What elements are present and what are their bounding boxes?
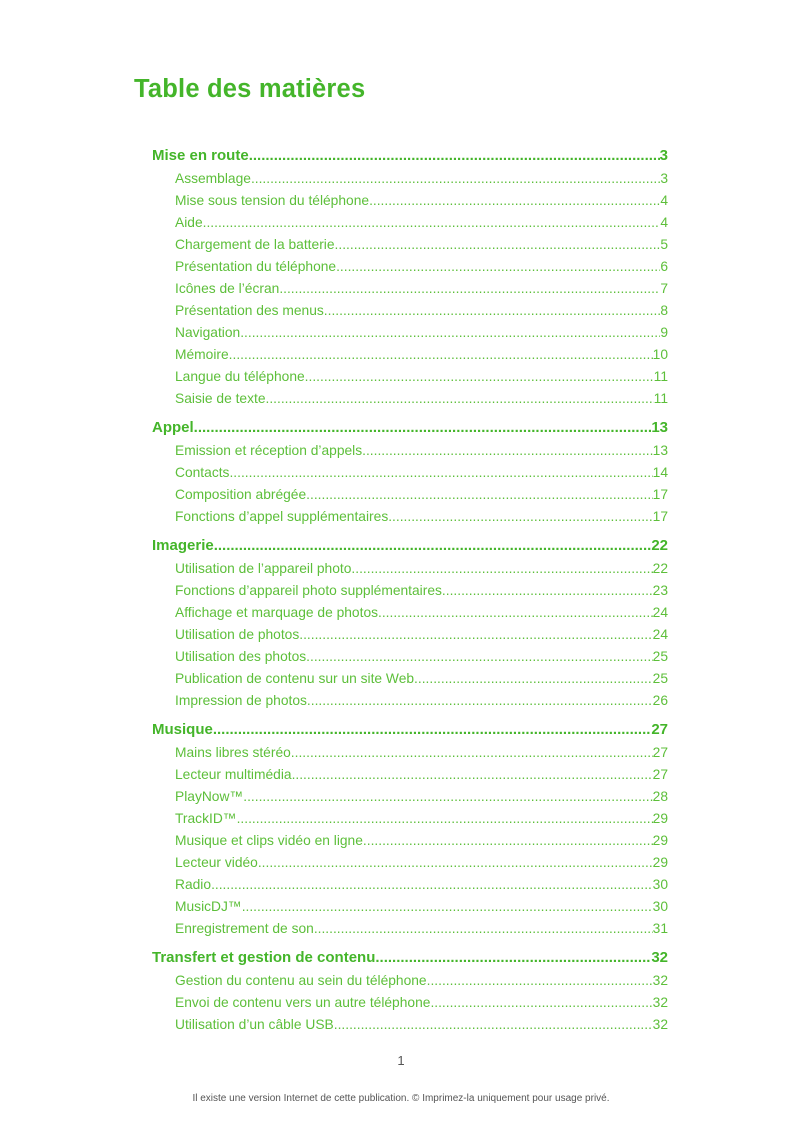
- toc-entry-page: 11: [653, 369, 668, 384]
- dot-leader: [442, 580, 653, 602]
- toc-entry[interactable]: [152, 970, 668, 992]
- toc-entry-title: PlayNow™: [175, 789, 244, 804]
- page-number: 1: [397, 1053, 405, 1068]
- toc-chapter-page: 3: [659, 147, 668, 164]
- toc-entry-page: 26: [652, 693, 668, 708]
- toc-entry-page: 29: [652, 855, 668, 870]
- toc-entry-page: 29: [652, 811, 668, 826]
- toc-entry[interactable]: [152, 742, 668, 764]
- toc-entry-title: Radio: [175, 877, 212, 892]
- toc-entry-title: Icônes de l’écran: [175, 281, 280, 296]
- dot-leader: [388, 506, 652, 528]
- toc-section: [152, 144, 668, 410]
- toc-entry-page: 27: [652, 767, 668, 782]
- toc-entry-title: Navigation: [175, 325, 241, 340]
- toc-entry[interactable]: [152, 624, 668, 646]
- toc-section: [152, 534, 668, 712]
- toc-entry-title: TrackID™: [175, 811, 237, 826]
- dot-leader: [237, 808, 653, 830]
- dot-leader: [430, 992, 652, 1014]
- toc-entry-title: Lecteur vidéo: [175, 855, 258, 870]
- toc-entry[interactable]: [152, 602, 668, 624]
- toc-entry-title: Présentation du téléphone: [175, 259, 337, 274]
- toc-entry-title: Contacts: [175, 465, 230, 480]
- toc-entry[interactable]: [152, 462, 668, 484]
- toc-entry[interactable]: [152, 256, 668, 278]
- toc-entry[interactable]: [152, 668, 668, 690]
- page-title: Table des matières: [134, 75, 366, 103]
- toc-entry[interactable]: [152, 300, 668, 322]
- toc-entry-page: 7: [660, 281, 668, 296]
- toc-entry[interactable]: [152, 992, 668, 1014]
- toc-entry[interactable]: [152, 786, 668, 808]
- toc-entry-title: Mains libres stéréo: [175, 745, 291, 760]
- dot-leader: [292, 764, 653, 786]
- dot-leader: [299, 624, 652, 646]
- toc-entry-title: Publication de contenu sur un site Web: [175, 671, 415, 686]
- dot-leader: [307, 690, 653, 712]
- dot-leader: [305, 366, 654, 388]
- toc-entry-page: 24: [652, 627, 668, 642]
- toc-entry-title: Fonctions d’appel supplémentaires: [175, 509, 389, 524]
- toc-entry-title: MusicDJ™: [175, 899, 242, 914]
- dot-leader: [369, 190, 660, 212]
- dot-leader: [336, 256, 660, 278]
- toc-entry[interactable]: [152, 344, 668, 366]
- table-of-contents: [152, 144, 668, 1042]
- toc-entry-page: 4: [660, 215, 668, 230]
- toc-chapter[interactable]: [152, 416, 668, 440]
- dot-leader: [243, 786, 652, 808]
- toc-entry[interactable]: [152, 764, 668, 786]
- toc-entry-page: 32: [652, 973, 668, 988]
- toc-entry-page: 27: [652, 745, 668, 760]
- toc-entry-page: 3: [660, 171, 668, 186]
- dot-leader: [242, 896, 653, 918]
- toc-section: [152, 416, 668, 528]
- toc-entry[interactable]: [152, 322, 668, 344]
- toc-entry-title: Chargement de la batterie: [175, 237, 335, 252]
- dot-leader: [363, 830, 653, 852]
- toc-entry-page: 30: [652, 877, 668, 892]
- toc-entry-title: Lecteur multimédia: [175, 767, 292, 782]
- toc-entry[interactable]: [152, 580, 668, 602]
- toc-entry[interactable]: [152, 918, 668, 940]
- toc-entry[interactable]: [152, 830, 668, 852]
- toc-entry-title: Fonctions d’appareil photo supplémentaires: [175, 583, 442, 598]
- toc-entry[interactable]: [152, 646, 668, 668]
- toc-chapter[interactable]: [152, 144, 668, 168]
- dot-leader: [306, 646, 652, 668]
- toc-entry-title: Enregistrement de son: [175, 921, 314, 936]
- toc-entry-page: 8: [660, 303, 668, 318]
- toc-chapter[interactable]: [152, 534, 668, 558]
- dot-leader: [229, 462, 652, 484]
- toc-chapter-title: Appel: [152, 419, 194, 436]
- toc-entry-title: Langue du téléphone: [175, 369, 305, 384]
- toc-entry-title: Utilisation de photos: [175, 627, 300, 642]
- toc-entry-title: Assemblage: [175, 171, 251, 186]
- toc-entry-page: 32: [652, 1017, 668, 1032]
- toc-entry-page: 13: [652, 443, 668, 458]
- toc-entry[interactable]: [152, 852, 668, 874]
- toc-entry-title: Utilisation de l’appareil photo: [175, 561, 352, 576]
- toc-entry-page: 5: [660, 237, 668, 252]
- toc-chapter[interactable]: [152, 946, 668, 970]
- toc-entry-title: Composition abrégée: [175, 487, 307, 502]
- toc-entry-title: Mise sous tension du téléphone: [175, 193, 370, 208]
- toc-entry-title: Aide: [175, 215, 203, 230]
- toc-chapter-page: 27: [651, 721, 668, 738]
- toc-entry-page: 25: [652, 649, 668, 664]
- toc-entry-page: 23: [652, 583, 668, 598]
- toc-entry-page: 6: [660, 259, 668, 274]
- dot-leader: [279, 278, 660, 300]
- dot-leader: [258, 852, 653, 874]
- dot-leader: [214, 534, 652, 558]
- toc-entry[interactable]: [152, 896, 668, 918]
- toc-chapter[interactable]: [152, 718, 668, 742]
- toc-entry-title: Impression de photos: [175, 693, 307, 708]
- toc-entry-page: 11: [653, 391, 668, 406]
- dot-leader: [211, 874, 653, 896]
- toc-entry[interactable]: [152, 506, 668, 528]
- dot-leader: [362, 440, 653, 462]
- toc-entry[interactable]: [152, 366, 668, 388]
- dot-leader: [249, 144, 660, 168]
- toc-entry[interactable]: [152, 874, 668, 896]
- toc-entry[interactable]: [152, 278, 668, 300]
- toc-entry-title: Utilisation des photos: [175, 649, 307, 664]
- dot-leader: [334, 1014, 653, 1036]
- toc-entry-title: Gestion du contenu au sein du téléphone: [175, 973, 427, 988]
- toc-entry-page: 10: [652, 347, 668, 362]
- toc-entry-title: Musique et clips vidéo en ligne: [175, 833, 363, 848]
- toc-entry[interactable]: [152, 168, 668, 190]
- dot-leader: [194, 416, 652, 440]
- dot-leader: [427, 970, 653, 992]
- toc-entry[interactable]: [152, 190, 668, 212]
- toc-entry-page: 29: [652, 833, 668, 848]
- toc-entry-page: 17: [652, 509, 668, 524]
- toc-entry-page: 14: [652, 465, 668, 480]
- toc-chapter-page: 13: [651, 419, 668, 436]
- toc-chapter-page: 22: [651, 537, 668, 554]
- dot-leader: [314, 918, 653, 940]
- toc-entry[interactable]: [152, 808, 668, 830]
- dot-leader: [335, 234, 661, 256]
- toc-entry[interactable]: [152, 388, 668, 410]
- toc-entry-page: 30: [652, 899, 668, 914]
- toc-entry-title: Utilisation d’un câble USB: [175, 1017, 334, 1032]
- toc-section: [152, 946, 668, 1036]
- toc-entry[interactable]: [152, 484, 668, 506]
- dot-leader: [291, 742, 653, 764]
- toc-chapter-page: 32: [651, 949, 668, 966]
- toc-entry[interactable]: [152, 234, 668, 256]
- toc-entry[interactable]: [152, 1014, 668, 1036]
- toc-entry-title: Présentation des menus: [175, 303, 324, 318]
- dot-leader: [351, 558, 652, 580]
- toc-chapter-title: Imagerie: [152, 537, 214, 554]
- toc-chapter-title: Musique: [152, 721, 213, 738]
- toc-entry-title: Mémoire: [175, 347, 229, 362]
- dot-leader: [251, 168, 660, 190]
- toc-entry[interactable]: [152, 558, 668, 580]
- toc-entry-page: 17: [652, 487, 668, 502]
- toc-entry-page: 32: [652, 995, 668, 1010]
- toc-entry-page: 22: [652, 561, 668, 576]
- dot-leader: [375, 946, 651, 970]
- dot-leader: [229, 344, 653, 366]
- dot-leader: [203, 212, 661, 234]
- toc-entry[interactable]: [152, 690, 668, 712]
- dot-leader: [240, 322, 660, 344]
- dot-leader: [414, 668, 653, 690]
- toc-entry-page: 24: [652, 605, 668, 620]
- dot-leader: [324, 300, 661, 322]
- toc-entry-page: 25: [652, 671, 668, 686]
- dot-leader: [378, 602, 653, 624]
- toc-chapter-title: Mise en route: [152, 147, 249, 164]
- toc-entry-page: 31: [652, 921, 668, 936]
- toc-entry-title: Emission et réception d’appels: [175, 443, 363, 458]
- dot-leader: [213, 718, 651, 742]
- toc-entry-title: Affichage et marquage de photos: [175, 605, 379, 620]
- toc-entry[interactable]: [152, 440, 668, 462]
- toc-entry-page: 28: [652, 789, 668, 804]
- dot-leader: [266, 388, 654, 410]
- toc-entry-page: 9: [660, 325, 668, 340]
- toc-entry[interactable]: [152, 212, 668, 234]
- toc-section: [152, 718, 668, 940]
- toc-entry-title: Envoi de contenu vers un autre téléphone: [175, 995, 431, 1010]
- toc-chapter-title: Transfert et gestion de contenu: [152, 949, 376, 966]
- toc-entry-title: Saisie de texte: [175, 391, 266, 406]
- toc-entry-page: 4: [660, 193, 668, 208]
- dot-leader: [306, 484, 652, 506]
- footer-note: Il existe une version Internet de cette publication. © Imprimez-la uniquement pour usage privé.: [192, 1093, 610, 1104]
